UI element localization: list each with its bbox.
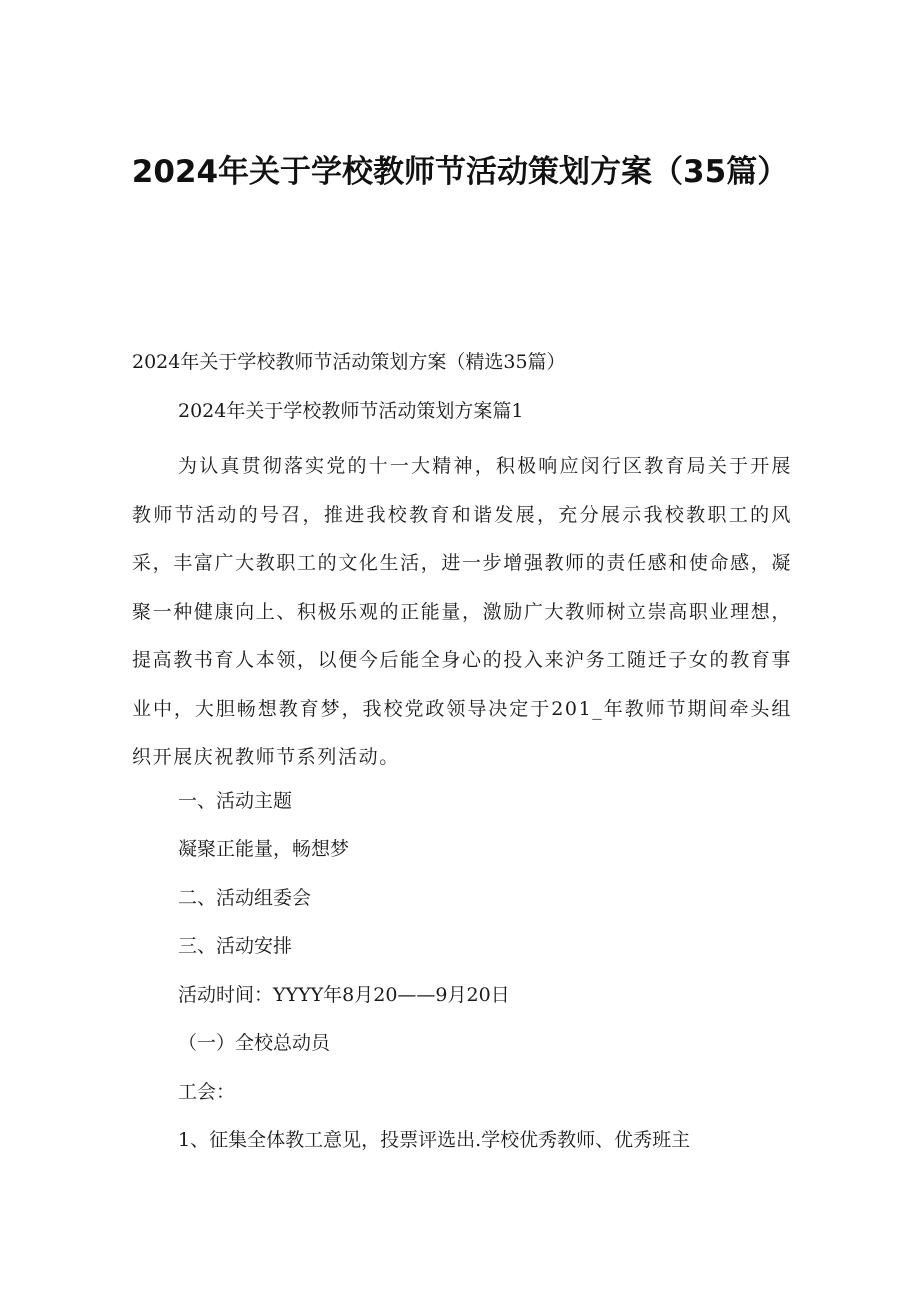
heading-activity-arrangement: 三、活动安排 bbox=[178, 935, 293, 957]
activity-time: 活动时间：YYYY年8月20——9月20日 bbox=[178, 984, 510, 1006]
theme-text: 凝聚正能量，畅想梦 bbox=[178, 838, 350, 860]
union-label: 工会： bbox=[178, 1081, 236, 1103]
subheading-mobilization: （一）全校总动员 bbox=[178, 1032, 331, 1054]
list-item: 1、征集全体教工意见，投票评选出.学校优秀教师、优秀班主 bbox=[178, 1129, 691, 1151]
document-subtitle: 2024年关于学校教师节活动策划方案（精选35篇） bbox=[132, 351, 566, 373]
heading-organizing-committee: 二、活动组委会 bbox=[178, 887, 312, 909]
section-heading: 2024年关于学校教师节活动策划方案篇1 bbox=[178, 400, 524, 422]
intro-paragraph: 为认真贯彻落实党的十一大精神，积极响应闵行区教育局关于开展教师节活动的号召，推进我校教育和谐发展，充分展示我校教职工的风采，丰富广大教职工的文化生活，进一步增强教师的责任感和使命感，凝聚一种健康向上、积极乐观的正能量，激励广大教师树立崇高职业理想，提高教书育人本领，以便今后能全身心的投入来沪务工随迁子女的教育事业中，大胆畅想教育梦，我校党政领导决定于201_年教师节期间牵头组织开展庆祝教师节系列活动。 bbox=[132, 455, 792, 768]
heading-activity-theme: 一、活动主题 bbox=[178, 790, 293, 812]
document-title: 2024年关于学校教师节活动策划方案（35篇） bbox=[131, 154, 789, 190]
